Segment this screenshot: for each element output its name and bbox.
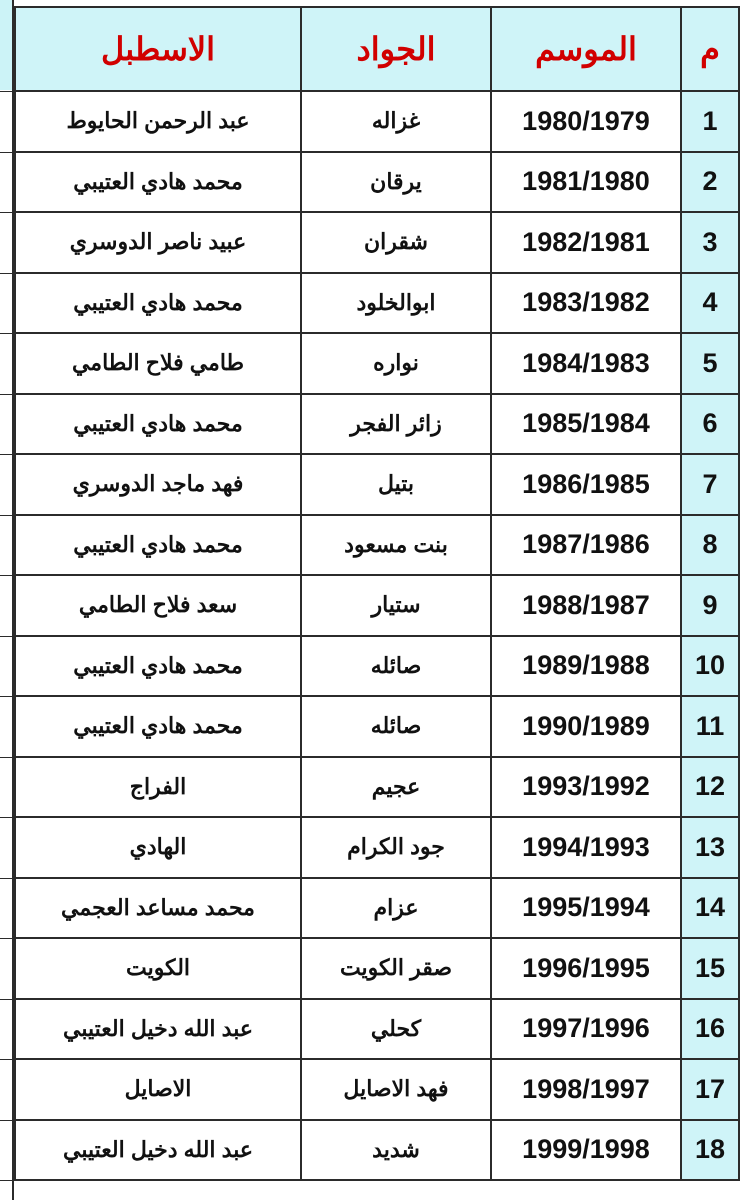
- left-edge-gridline: [0, 333, 12, 334]
- cell-horse[interactable]: صائله: [301, 636, 491, 697]
- cell-horse[interactable]: صائله: [301, 696, 491, 757]
- cell-season[interactable]: 1986/1985: [491, 454, 681, 515]
- cell-horse[interactable]: زائر الفجر: [301, 394, 491, 455]
- cell-season[interactable]: 1993/1992: [491, 757, 681, 818]
- cell-season[interactable]: 1995/1994: [491, 878, 681, 939]
- table-row: [15, 938, 739, 999]
- cell-stable[interactable]: محمد هادي العتيبي: [15, 696, 301, 757]
- table-body: [15, 91, 739, 1180]
- cell-season[interactable]: 1987/1986: [491, 515, 681, 576]
- header-number: م: [681, 7, 739, 91]
- cell-stable[interactable]: فهد ماجد الدوسري: [15, 454, 301, 515]
- left-edge-gridline: [0, 212, 12, 213]
- cell-number[interactable]: 1: [681, 91, 739, 152]
- table-row: [15, 878, 739, 939]
- cell-season[interactable]: 1981/1980: [491, 152, 681, 213]
- cell-number[interactable]: 5: [681, 333, 739, 394]
- left-edge-gridline: [0, 515, 12, 516]
- cell-stable[interactable]: عبيد ناصر الدوسري: [15, 212, 301, 273]
- left-edge-gridline: [0, 575, 12, 576]
- cell-number[interactable]: 2: [681, 152, 739, 213]
- cell-season[interactable]: 1983/1982: [491, 273, 681, 334]
- table-row: [15, 273, 739, 334]
- cell-number[interactable]: 17: [681, 1059, 739, 1120]
- cell-stable[interactable]: محمد هادي العتيبي: [15, 515, 301, 576]
- cell-number[interactable]: 12: [681, 757, 739, 818]
- cell-horse[interactable]: فهد الاصايل: [301, 1059, 491, 1120]
- cell-stable[interactable]: الاصايل: [15, 1059, 301, 1120]
- cell-horse[interactable]: شقران: [301, 212, 491, 273]
- cell-stable[interactable]: الهادي: [15, 817, 301, 878]
- left-edge-gridline: [0, 1120, 12, 1121]
- table-row: [15, 394, 739, 455]
- left-sheet-edge: [0, 0, 14, 1200]
- table-row: [15, 152, 739, 213]
- cell-season[interactable]: 1985/1984: [491, 394, 681, 455]
- table-row: [15, 757, 739, 818]
- cell-stable[interactable]: الكويت: [15, 938, 301, 999]
- cell-season[interactable]: 1994/1993: [491, 817, 681, 878]
- cell-season[interactable]: 1982/1981: [491, 212, 681, 273]
- table-row: [15, 212, 739, 273]
- cell-horse[interactable]: بنت مسعود: [301, 515, 491, 576]
- table-row: [15, 515, 739, 576]
- left-edge-gridline: [0, 1180, 12, 1181]
- table-row: [15, 1059, 739, 1120]
- table-row: [15, 575, 739, 636]
- left-edge-gridline: [0, 757, 12, 758]
- cell-horse[interactable]: عجيم: [301, 757, 491, 818]
- cell-stable[interactable]: طامي فلاح الطامي: [15, 333, 301, 394]
- left-header-fill: [0, 0, 12, 90]
- left-edge-gridline: [0, 938, 12, 939]
- cell-stable[interactable]: الفراج: [15, 757, 301, 818]
- cell-stable[interactable]: محمد مساعد العجمي: [15, 878, 301, 939]
- cell-horse[interactable]: شديد: [301, 1120, 491, 1181]
- table-row: [15, 696, 739, 757]
- cell-number[interactable]: 14: [681, 878, 739, 939]
- cell-number[interactable]: 16: [681, 999, 739, 1060]
- table-row: [15, 817, 739, 878]
- cell-number[interactable]: 15: [681, 938, 739, 999]
- cell-stable[interactable]: سعد فلاح الطامي: [15, 575, 301, 636]
- cell-season[interactable]: 1998/1997: [491, 1059, 681, 1120]
- cell-horse[interactable]: نواره: [301, 333, 491, 394]
- cell-number[interactable]: 7: [681, 454, 739, 515]
- cell-stable[interactable]: محمد هادي العتيبي: [15, 273, 301, 334]
- left-edge-gridline: [0, 152, 12, 153]
- header-row: [15, 7, 739, 91]
- cell-season[interactable]: 1990/1989: [491, 696, 681, 757]
- cell-number[interactable]: 10: [681, 636, 739, 697]
- table-row: [15, 636, 739, 697]
- left-edge-gridline: [0, 273, 12, 274]
- cell-stable[interactable]: محمد هادي العتيبي: [15, 152, 301, 213]
- cell-number[interactable]: 3: [681, 212, 739, 273]
- cell-horse[interactable]: ابوالخلود: [301, 273, 491, 334]
- cell-season[interactable]: 1999/1998: [491, 1120, 681, 1181]
- left-edge-gridline: [0, 636, 12, 637]
- cell-season[interactable]: 1984/1983: [491, 333, 681, 394]
- cell-horse[interactable]: بتيل: [301, 454, 491, 515]
- cell-stable[interactable]: عبد الرحمن الحايوط: [15, 91, 301, 152]
- cell-horse[interactable]: عزام: [301, 878, 491, 939]
- header-stable: الاسطبل: [15, 7, 301, 91]
- cell-number[interactable]: 18: [681, 1120, 739, 1181]
- left-edge-gridline: [0, 91, 12, 92]
- cell-stable[interactable]: محمد هادي العتيبي: [15, 394, 301, 455]
- cell-number[interactable]: 13: [681, 817, 739, 878]
- left-edge-gridline: [0, 1059, 12, 1060]
- cell-stable[interactable]: عبد الله دخيل العتيبي: [15, 999, 301, 1060]
- cell-stable[interactable]: محمد هادي العتيبي: [15, 636, 301, 697]
- left-edge-gridline: [0, 696, 12, 697]
- spreadsheet: [14, 0, 745, 1200]
- table-row: [15, 999, 739, 1060]
- table-row: [15, 1120, 739, 1181]
- cell-horse[interactable]: يرقان: [301, 152, 491, 213]
- cell-number[interactable]: 4: [681, 273, 739, 334]
- cell-number[interactable]: 9: [681, 575, 739, 636]
- table-row: [15, 91, 739, 152]
- left-edge-gridline: [0, 878, 12, 879]
- table-row: [15, 454, 739, 515]
- cell-season[interactable]: 1989/1988: [491, 636, 681, 697]
- cell-horse[interactable]: كحلي: [301, 999, 491, 1060]
- cell-horse[interactable]: جود الكرام: [301, 817, 491, 878]
- winners-table: [14, 6, 740, 1181]
- cell-horse[interactable]: صقر الكويت: [301, 938, 491, 999]
- left-edge-gridline: [0, 454, 12, 455]
- header-horse: الجواد: [301, 7, 491, 91]
- cell-season[interactable]: 1988/1987: [491, 575, 681, 636]
- cell-number[interactable]: 11: [681, 696, 739, 757]
- header-season: الموسم: [491, 7, 681, 91]
- table-row: [15, 333, 739, 394]
- cell-number[interactable]: 8: [681, 515, 739, 576]
- cell-stable[interactable]: عبد الله دخيل العتيبي: [15, 1120, 301, 1181]
- cell-season[interactable]: 1997/1996: [491, 999, 681, 1060]
- cell-horse[interactable]: ستيار: [301, 575, 491, 636]
- left-edge-gridline: [0, 817, 12, 818]
- cell-number[interactable]: 6: [681, 394, 739, 455]
- cell-season[interactable]: 1996/1995: [491, 938, 681, 999]
- left-edge-gridline: [0, 999, 12, 1000]
- left-edge-gridline: [0, 394, 12, 395]
- cell-season[interactable]: 1980/1979: [491, 91, 681, 152]
- cell-horse[interactable]: غزاله: [301, 91, 491, 152]
